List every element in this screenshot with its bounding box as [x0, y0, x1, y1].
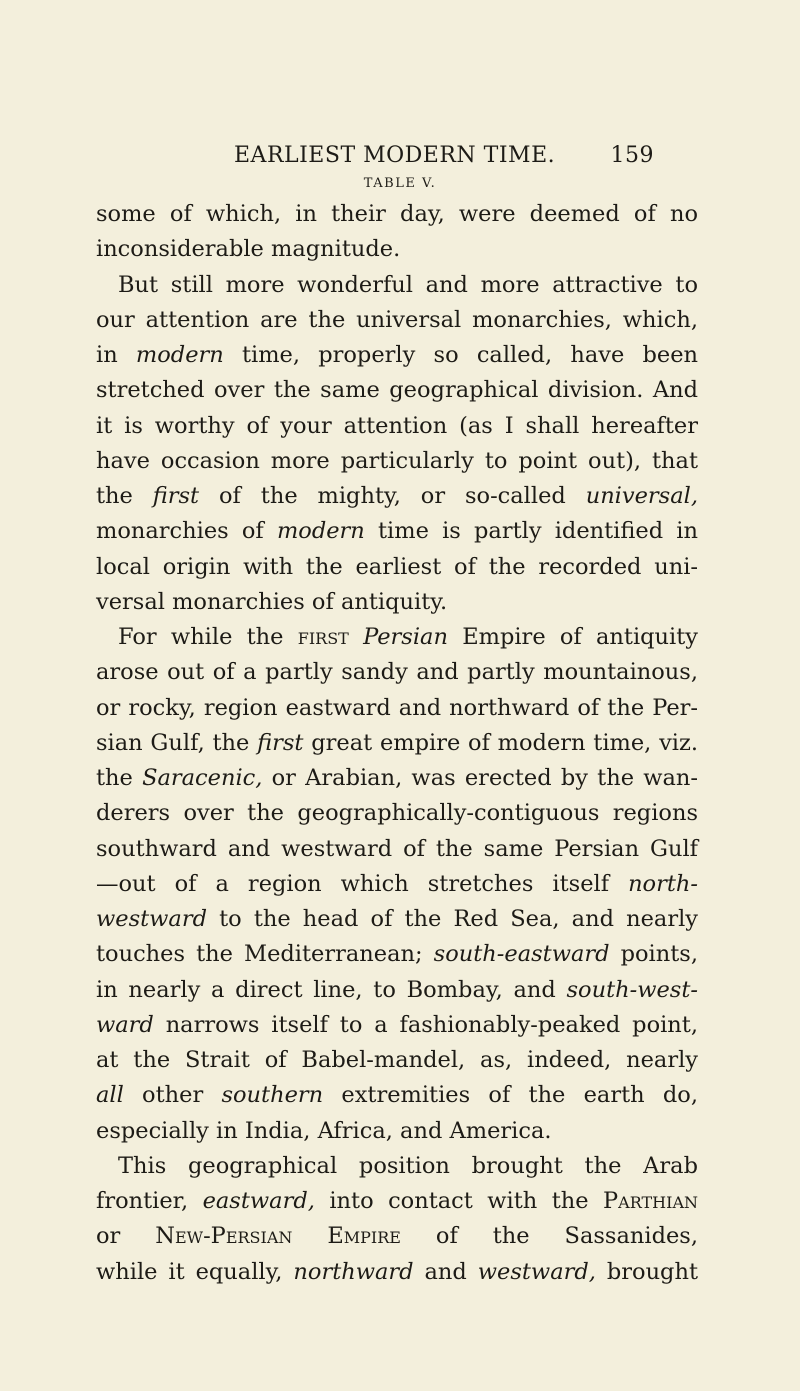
text-run: into contact with the — [314, 1188, 604, 1214]
text-line — [96, 232, 698, 267]
small-caps-text: New-Persian Empire — [155, 1223, 401, 1250]
body-text — [96, 197, 698, 1290]
text-run: some of which, in their day, were deemed of no — [96, 201, 698, 227]
table-label: TABLE V. — [363, 176, 437, 191]
italic-text: south-eastward — [433, 941, 610, 968]
text-line — [96, 197, 698, 232]
italic-text: modern — [135, 342, 224, 368]
italic-text: north- — [628, 870, 698, 897]
page-number: 159 — [610, 143, 654, 168]
text-run: or Arabian, was erected by the wan- — [262, 765, 698, 791]
italic-text: eastward, — [202, 1188, 315, 1214]
text-run: Empire of antiquity — [447, 624, 698, 650]
italic-text: south-west- — [566, 976, 698, 1003]
text-line — [96, 1114, 698, 1149]
italic-text: Persian — [363, 624, 448, 650]
text-run: For while the — [118, 624, 298, 650]
text-run: extremities of the earth do, — [323, 1082, 698, 1109]
text-line — [96, 409, 698, 444]
text-run: and — [413, 1258, 478, 1285]
text-run: —out of a region which stretches itself — [96, 870, 629, 897]
text-run: especially in India, Africa, and America. — [96, 1117, 552, 1144]
text-run: This geographical position brought the Arab — [118, 1152, 698, 1179]
italic-text: Saracenic, — [142, 765, 263, 791]
text-run: of the mighty, or so-called — [199, 483, 586, 509]
text-run: versal monarchies of antiquity. — [96, 588, 448, 615]
text-run: our attention are the universal monarchies, which, — [96, 306, 698, 333]
text-run: stretched over the same geographical division. And — [96, 377, 698, 404]
text-run: great empire of modern time, viz. — [303, 729, 698, 756]
text-line — [96, 796, 698, 831]
text-line — [96, 338, 698, 373]
text-run: southward and westward of the same Persian Gulf — [96, 835, 698, 862]
text-line — [96, 655, 698, 690]
text-run: of the Sassanides, — [400, 1223, 698, 1250]
italic-text: first — [257, 729, 304, 756]
text-line — [96, 268, 698, 303]
text-line — [96, 867, 698, 902]
text-run: the — [96, 765, 143, 791]
text-line — [96, 1255, 698, 1290]
text-run: time, properly so called, have been — [223, 342, 698, 368]
text-run: points, — [609, 941, 698, 968]
text-run: or rocky, region eastward and northward of the Per- — [96, 694, 698, 721]
text-line — [96, 1043, 698, 1078]
italic-text: modern — [276, 518, 365, 545]
text-run: it is worthy of your attention (as I shall hereafter — [96, 412, 698, 439]
text-line — [96, 303, 698, 338]
text-line — [96, 620, 698, 655]
text-line — [96, 373, 698, 408]
text-line — [96, 1078, 698, 1113]
text-run: or — [96, 1223, 156, 1250]
text-line — [96, 514, 698, 549]
text-run: inconsiderable magnitude. — [96, 236, 401, 263]
text-run: monarchies of — [96, 518, 277, 545]
text-run: to the head of the Red Sea, and nearly — [207, 906, 698, 932]
text-run: in nearly a direct line, to Bombay, and — [96, 976, 567, 1003]
text-line — [96, 1184, 698, 1219]
italic-text: ward — [96, 1011, 154, 1038]
text-run: But still more wonderful and more attractive to — [118, 271, 698, 298]
small-caps-text: Parthian — [603, 1188, 699, 1214]
text-run: in — [96, 342, 136, 368]
text-line — [96, 691, 698, 726]
running-head — [234, 143, 654, 168]
text-run: frontier, — [96, 1188, 203, 1214]
text-line — [96, 902, 698, 937]
italic-text: westward — [96, 906, 207, 932]
text-line — [96, 1149, 698, 1184]
text-run: touches the Mediterranean; — [96, 941, 434, 968]
text-run: derers over the geographically-contiguous regions — [96, 800, 698, 827]
text-line — [96, 550, 698, 585]
italic-text: universal, — [585, 483, 698, 509]
text-line — [96, 832, 698, 867]
text-run: brought — [595, 1258, 698, 1285]
text-run: at the Strait of Babel-mandel, as, indeed, nearly — [96, 1047, 698, 1073]
text-run: arose out of a partly sandy and partly mountainous, — [96, 659, 698, 686]
italic-text: northward — [293, 1258, 414, 1285]
italic-text: all — [96, 1082, 124, 1109]
text-line — [96, 937, 698, 972]
italic-text: southern — [221, 1082, 324, 1109]
text-line — [96, 444, 698, 479]
text-run: sian Gulf, the — [96, 729, 258, 756]
italic-text: westward, — [477, 1258, 596, 1285]
text-line — [96, 479, 698, 514]
text-run: the — [96, 483, 153, 509]
text-line — [96, 1219, 698, 1254]
text-run: have occasion more particularly to point out), that — [96, 447, 698, 474]
text-line — [96, 761, 698, 796]
text-line — [96, 726, 698, 761]
text-line — [96, 1008, 698, 1043]
text-run: local origin with the earliest of the recorded uni- — [96, 553, 698, 580]
text-run: other — [123, 1082, 222, 1109]
text-run: narrows itself to a fashionably-peaked point, — [153, 1011, 698, 1038]
text-line — [96, 585, 698, 620]
text-run: while it equally, — [96, 1258, 294, 1285]
text-line — [96, 973, 698, 1008]
italic-text: first — [152, 483, 200, 509]
text-run — [349, 624, 363, 650]
running-title: EARLIEST MODERN TIME. — [234, 143, 556, 168]
small-caps-text: first — [297, 624, 349, 650]
text-run: time is partly identified in — [364, 518, 698, 545]
